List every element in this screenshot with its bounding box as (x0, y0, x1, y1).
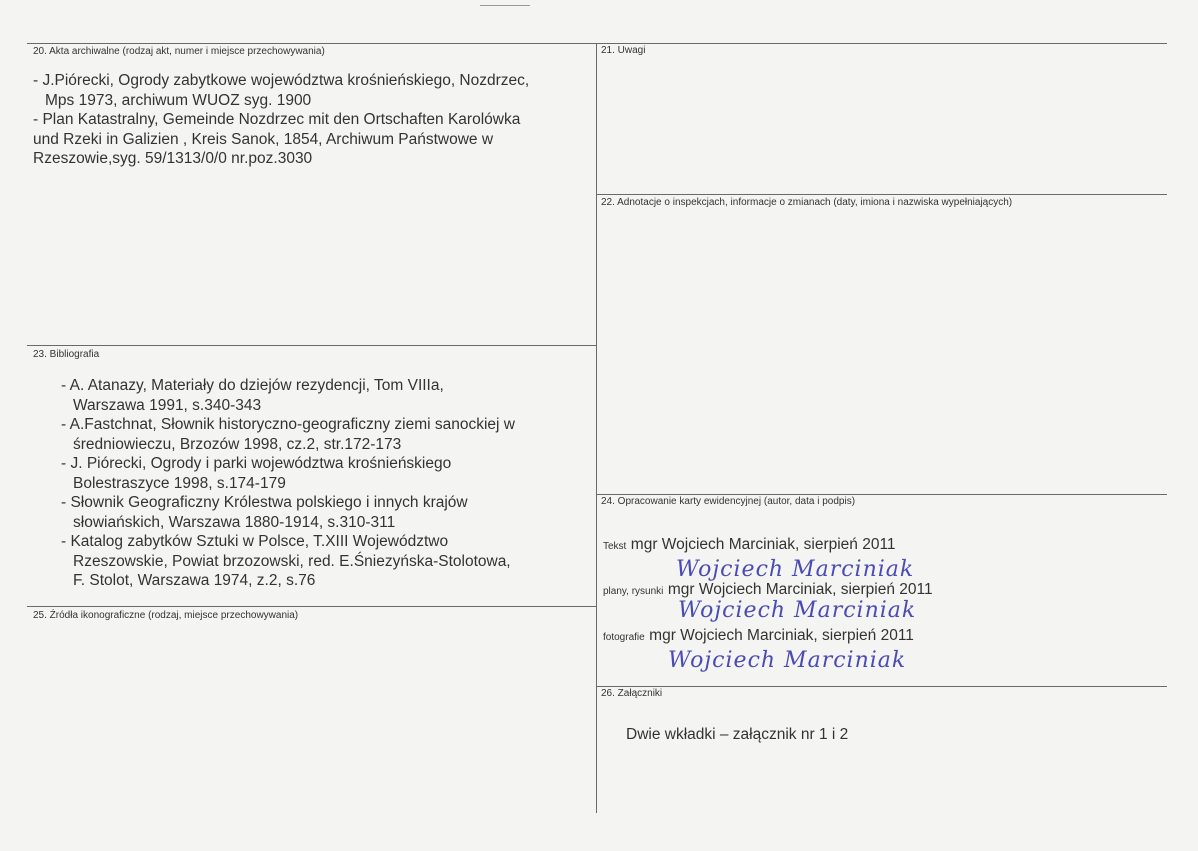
bibliography-line: średniowieczu, Brzozów 1998, cz.2, str.172-173 (73, 435, 402, 453)
archive-line: Mps 1973, archiwum WUOZ syg. 1900 (45, 91, 312, 109)
bibliography-line: Warszawa 1991, s.340-343 (73, 396, 262, 414)
author-row-prefix: Tekst (603, 541, 627, 552)
author-row-prefix: fotografie (603, 632, 645, 643)
section-23-content (61, 376, 515, 591)
bibliography-line: - Słownik Geograficzny Królestwa polskiego i innych krajów (61, 494, 468, 511)
author-row-plans (603, 581, 933, 599)
author-row-prefix: plany, rysunki (603, 586, 664, 597)
section-23-label: 23. Bibliografia (33, 349, 100, 360)
archive-line: und Rzeki in Galizien , Kreis Sanok, 1854, Archiwum Państwowe w (33, 130, 494, 148)
attachments-text: Dwie wkładki – załącznik nr 1 i 2 (626, 726, 849, 743)
section-25-label: 25. Źródła ikonograficzne (rodzaj, miejsce przechowywania) (33, 610, 299, 621)
rule-25 (27, 606, 596, 607)
author-row-value: mgr Wojciech Marciniak, sierpień 2011 (667, 581, 933, 598)
scan-edge-mark (480, 5, 530, 6)
column-divider (596, 43, 597, 813)
bibliography-line: F. Stolot, Warszawa 1974, z.2, s.76 (73, 572, 316, 589)
section-24-label: 24. Opracowanie karty ewidencyjnej (autor, data i podpis) (601, 496, 856, 507)
section-26-label: 26. Załączniki (601, 688, 663, 699)
bibliography-line: Rzeszowskie, Powiat brzozowski, red. E.Śniezyńska-Stolotowa, (73, 552, 511, 570)
bibliography-line: - A. Atanazy, Materiały do dziejów rezydencji, Tom VIIIa, (61, 377, 444, 394)
author-row-photos (603, 627, 914, 645)
bibliography-line: słowiańskich, Warszawa 1880-1914, s.310-311 (73, 513, 396, 531)
section-21-label: 21. Uwagi (601, 45, 646, 56)
section-20-content (33, 71, 529, 169)
bibliography-line: Bolestraszyce 1998, s.174-179 (73, 474, 286, 492)
rule-26 (596, 686, 1167, 687)
author-row-value: mgr Wojciech Marciniak, sierpień 2011 (649, 627, 914, 644)
rule-24 (596, 494, 1167, 495)
bibliography-line: - A.Fastchnat, Słownik historyczno-geograficzny ziemi sanockiej w (61, 416, 515, 433)
bibliography-line: - Katalog zabytków Sztuki w Polsce, T.XIII Województwo (61, 533, 449, 550)
author-row-value: mgr Wojciech Marciniak, sierpień 2011 (630, 536, 896, 553)
section-22-label: 22. Adnotacje o inspekcjach, informacje o zmianach (daty, imiona i nazwiska wypełniających) (601, 197, 1013, 208)
rule-22 (596, 194, 1167, 195)
archive-line: - Plan Katastralny, Gemeinde Nozdrzec mit den Ortschaften Karolówka (33, 111, 521, 128)
signature-2: Wojciech Marciniak (678, 598, 917, 623)
archive-line: - J.Piórecki, Ogrody zabytkowe województwa krośnieńskiego, Nozdrzec, (33, 72, 530, 89)
top-rule (27, 43, 1167, 44)
archive-line: Rzeszowie,syg. 59/1313/0/0 nr.poz.3030 (33, 150, 313, 167)
signature-1: Wojciech Marciniak (676, 557, 915, 582)
signature-3: Wojciech Marciniak (668, 648, 907, 673)
rule-23 (27, 345, 596, 346)
section-20-label: 20. Akta archiwalne (rodzaj akt, numer i miejsce przechowywania) (33, 46, 325, 57)
author-row-text (603, 536, 896, 554)
bibliography-line: - J. Piórecki, Ogrody i parki województwa krośnieńskiego (61, 455, 452, 472)
